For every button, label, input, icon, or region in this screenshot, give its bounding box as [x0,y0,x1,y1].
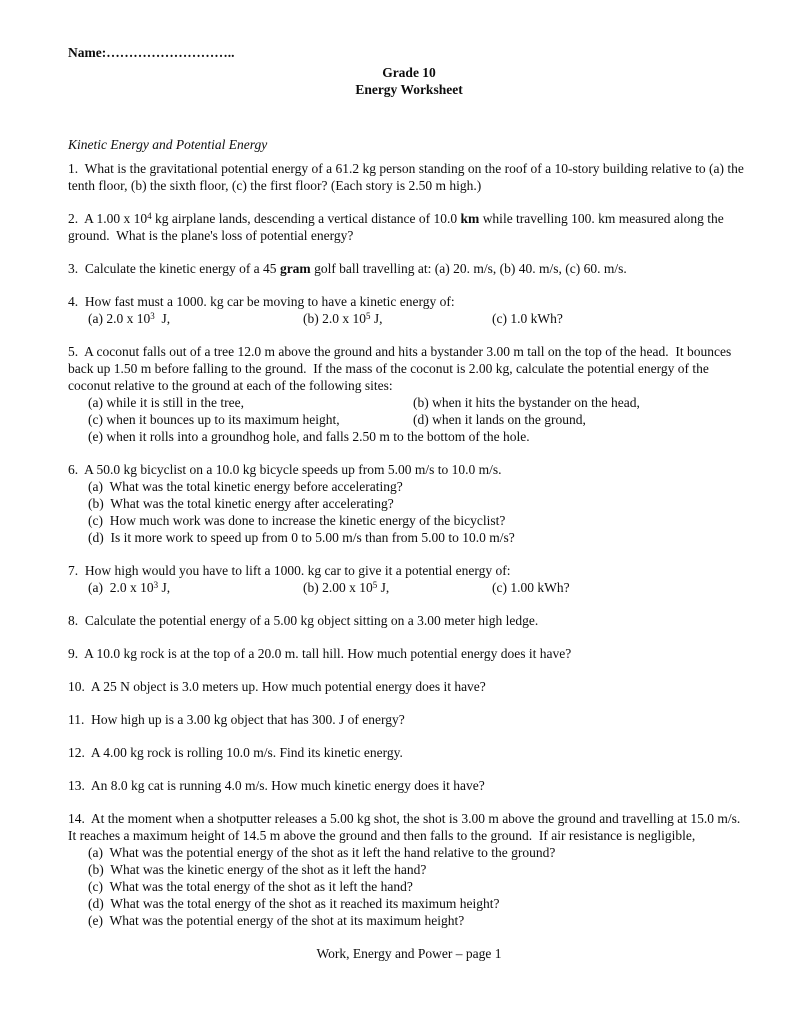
question-10 [68,678,750,695]
question-9-text [68,645,750,662]
question-subpart [413,394,750,411]
question-6-subparts-row-4 [68,529,750,546]
question-subpart [88,845,555,860]
question-subpart [413,411,750,428]
question-8-text [68,612,750,629]
question-13 [68,777,750,794]
text-segment: (b) when it hits the bystander on the head, [413,395,640,410]
text-segment: 1. What is the gravitational potential energy of a 61.2 kg person standing on the roof of a 10-story building relative to (a) the tenth floor, (b) the sixth floor, (c) the first floor? (Each story is 2.50 m high.) [68,161,748,193]
question-subpart [88,913,464,928]
question-6-text [68,461,750,478]
text-segment: (b) 2.0 x 10 [303,311,366,326]
question-6 [68,461,750,546]
text-segment: 4 [147,211,152,221]
question-subpart [88,394,413,411]
question-subpart [88,879,413,894]
question-8 [68,612,750,629]
text-segment: (a) 2.0 x 10 [88,311,151,326]
question-subpart [303,310,492,327]
text-segment: J, [377,580,390,595]
text-segment: (a) What was the potential energy of the shot as it left the hand relative to the ground? [88,845,556,860]
question-11-text [68,711,750,728]
question-5 [68,343,750,445]
text-segment: 3 [150,311,155,321]
question-9 [68,645,750,662]
text-segment: (c) 1.00 kWh? [492,580,570,595]
question-7 [68,562,750,596]
question-3 [68,260,750,277]
text-segment: 12. A 4.00 kg rock is rolling 10.0 m/s. Find its kinetic energy. [68,745,403,760]
text-segment: (d) What was the total energy of the shot as it reached its maximum height? [88,896,500,911]
question-2-text [68,210,750,244]
text-segment: while travelling 100. km measured along the ground. What is the plane's loss of potential energy? [68,211,728,243]
section-heading: Kinetic Energy and Potential Energy [68,137,268,152]
question-4-subparts-row-1 [68,310,750,327]
text-segment: 14. At the moment when a shotputter releases a 5.00 kg shot, the shot is 3.00 m above the ground and travelling at 15.0 m/s. It reaches a maximum height of 14.5 m above the ground and then falls to the ground. If air resistance is negligible, [68,811,748,843]
text-segment: 11. How high up is a 3.00 kg object that has 300. J of energy? [68,712,405,727]
text-segment: (c) 1.0 kWh? [492,311,563,326]
question-13-text [68,777,750,794]
text-segment: (a) What was the total kinetic energy before accelerating? [88,479,403,494]
question-1-text [68,160,750,194]
question-4-text [68,293,750,310]
text-segment: golf ball travelling at: (a) 20. m/s, (b) 40. m/s, (c) 60. m/s. [310,261,627,276]
question-subpart [88,862,426,877]
question-14-subparts-row-4 [68,895,750,912]
question-6-subparts-row-3 [68,512,750,529]
worksheet-content [68,44,750,962]
text-segment: (b) 2.00 x 10 [303,580,373,595]
question-3-text [68,260,750,277]
question-2 [68,210,750,244]
text-segment: 3. Calculate the kinetic energy of a 45 [68,261,280,276]
text-segment: (b) What was the total kinetic energy after accelerating? [88,496,394,511]
question-6-subparts-row-2 [68,495,750,512]
question-subpart [492,310,750,327]
question-14-subparts-row-1 [68,844,750,861]
text-segment: 5 [372,580,378,590]
question-1 [68,160,750,194]
question-5-subparts-row-3 [68,428,750,445]
text-segment: (b) What was the kinetic energy of the shot as it left the hand? [88,862,427,877]
text-segment: J, [370,311,383,326]
text-segment: 5 [366,311,371,321]
text-segment: (a) while it is still in the tree, [88,395,244,410]
text-segment: 4. How fast must a 1000. kg car be moving to have a kinetic energy of: [68,294,455,309]
question-subpart [88,579,303,596]
text-segment: (c) What was the total energy of the shot as it left the hand? [88,879,413,894]
text-segment: (e) when it rolls into a groundhog hole, and falls 2.50 m to the bottom of the hole. [88,429,530,444]
text-segment: (c) when it bounces up to its maximum height, [88,412,340,427]
questions [68,160,750,929]
question-14-subparts-row-3 [68,878,750,895]
text-segment: (d) Is it more work to speed up from 0 to 5.00 m/s than from 5.00 to 10.0 m/s? [88,530,515,545]
text-segment: kg airplane lands, descending a vertical distance of 10.0 [151,211,461,226]
text-segment: 10. A 25 N object is 3.0 meters up. How much potential energy does it have? [68,679,486,694]
question-subpart [88,310,303,327]
text-segment: J, [154,311,171,326]
question-12-text [68,744,750,761]
question-subpart [88,429,530,444]
question-14-text [68,810,750,844]
question-14-subparts-row-2 [68,861,750,878]
title-block [68,64,750,98]
text-segment: (e) What was the potential energy of the shot at its maximum height? [88,913,465,928]
question-subpart [88,496,394,511]
question-12 [68,744,750,761]
question-subpart [88,411,413,428]
question-5-subparts-row-1 [68,394,750,411]
question-subpart [303,579,492,596]
question-7-subparts-row-1 [68,579,750,596]
question-subpart [88,479,403,494]
text-segment: 9. A 10.0 kg rock is at the top of a 20.0 m. tall hill. How much potential energy does it have? [68,646,572,661]
question-subpart [88,530,515,545]
text-segment: (d) when it lands on the ground, [413,412,586,427]
text-segment: 13. An 8.0 kg cat is running 4.0 m/s. How much kinetic energy does it have? [68,778,485,793]
question-10-text [68,678,750,695]
text-segment: (a) 2.0 x 10 [88,580,154,595]
text-segment: 5. A coconut falls out of a tree 12.0 m above the ground and hits a bystander 3.00 m tall on the top of the head. It bounces back up 1.50 m before falling to the ground. If the mass of the coconut is 2.00 kg, calculate the potential energy of the coconut relative to the ground at each of the following sites: [68,344,735,393]
question-7-text [68,562,750,579]
text-segment: 8. Calculate the potential energy of a 5.00 kg object sitting on a 3.00 meter high ledge. [68,613,539,628]
question-14 [68,810,750,929]
page-footer: Work, Energy and Power – page 1 [316,946,502,961]
question-subpart [88,513,505,528]
question-5-text [68,343,750,394]
name-blank-line: Name:……………………….. [68,45,235,60]
worksheet-grade-title: Grade 10 [382,65,436,80]
text-segment: J, [158,580,171,595]
text-segment: 6. A 50.0 kg bicyclist on a 10.0 kg bicycle speeds up from 5.00 m/s to 10.0 m/s. [68,462,502,477]
text-segment: 3 [153,580,159,590]
question-4 [68,293,750,327]
text-segment: 7. How high would you have to lift a 1000. kg car to give it a potential energy of: [68,563,511,578]
question-subpart [88,896,500,911]
text-segment: gram [279,261,311,276]
question-subpart [492,579,750,596]
text-segment: (c) How much work was done to increase the kinetic energy of the bicyclist? [88,513,506,528]
question-5-subparts-row-2 [68,411,750,428]
question-14-subparts-row-5 [68,912,750,929]
worksheet-title: Energy Worksheet [355,82,463,97]
question-6-subparts-row-1 [68,478,750,495]
text-segment: km [460,211,480,226]
question-11 [68,711,750,728]
text-segment: 2. A 1.00 x 10 [68,211,148,226]
